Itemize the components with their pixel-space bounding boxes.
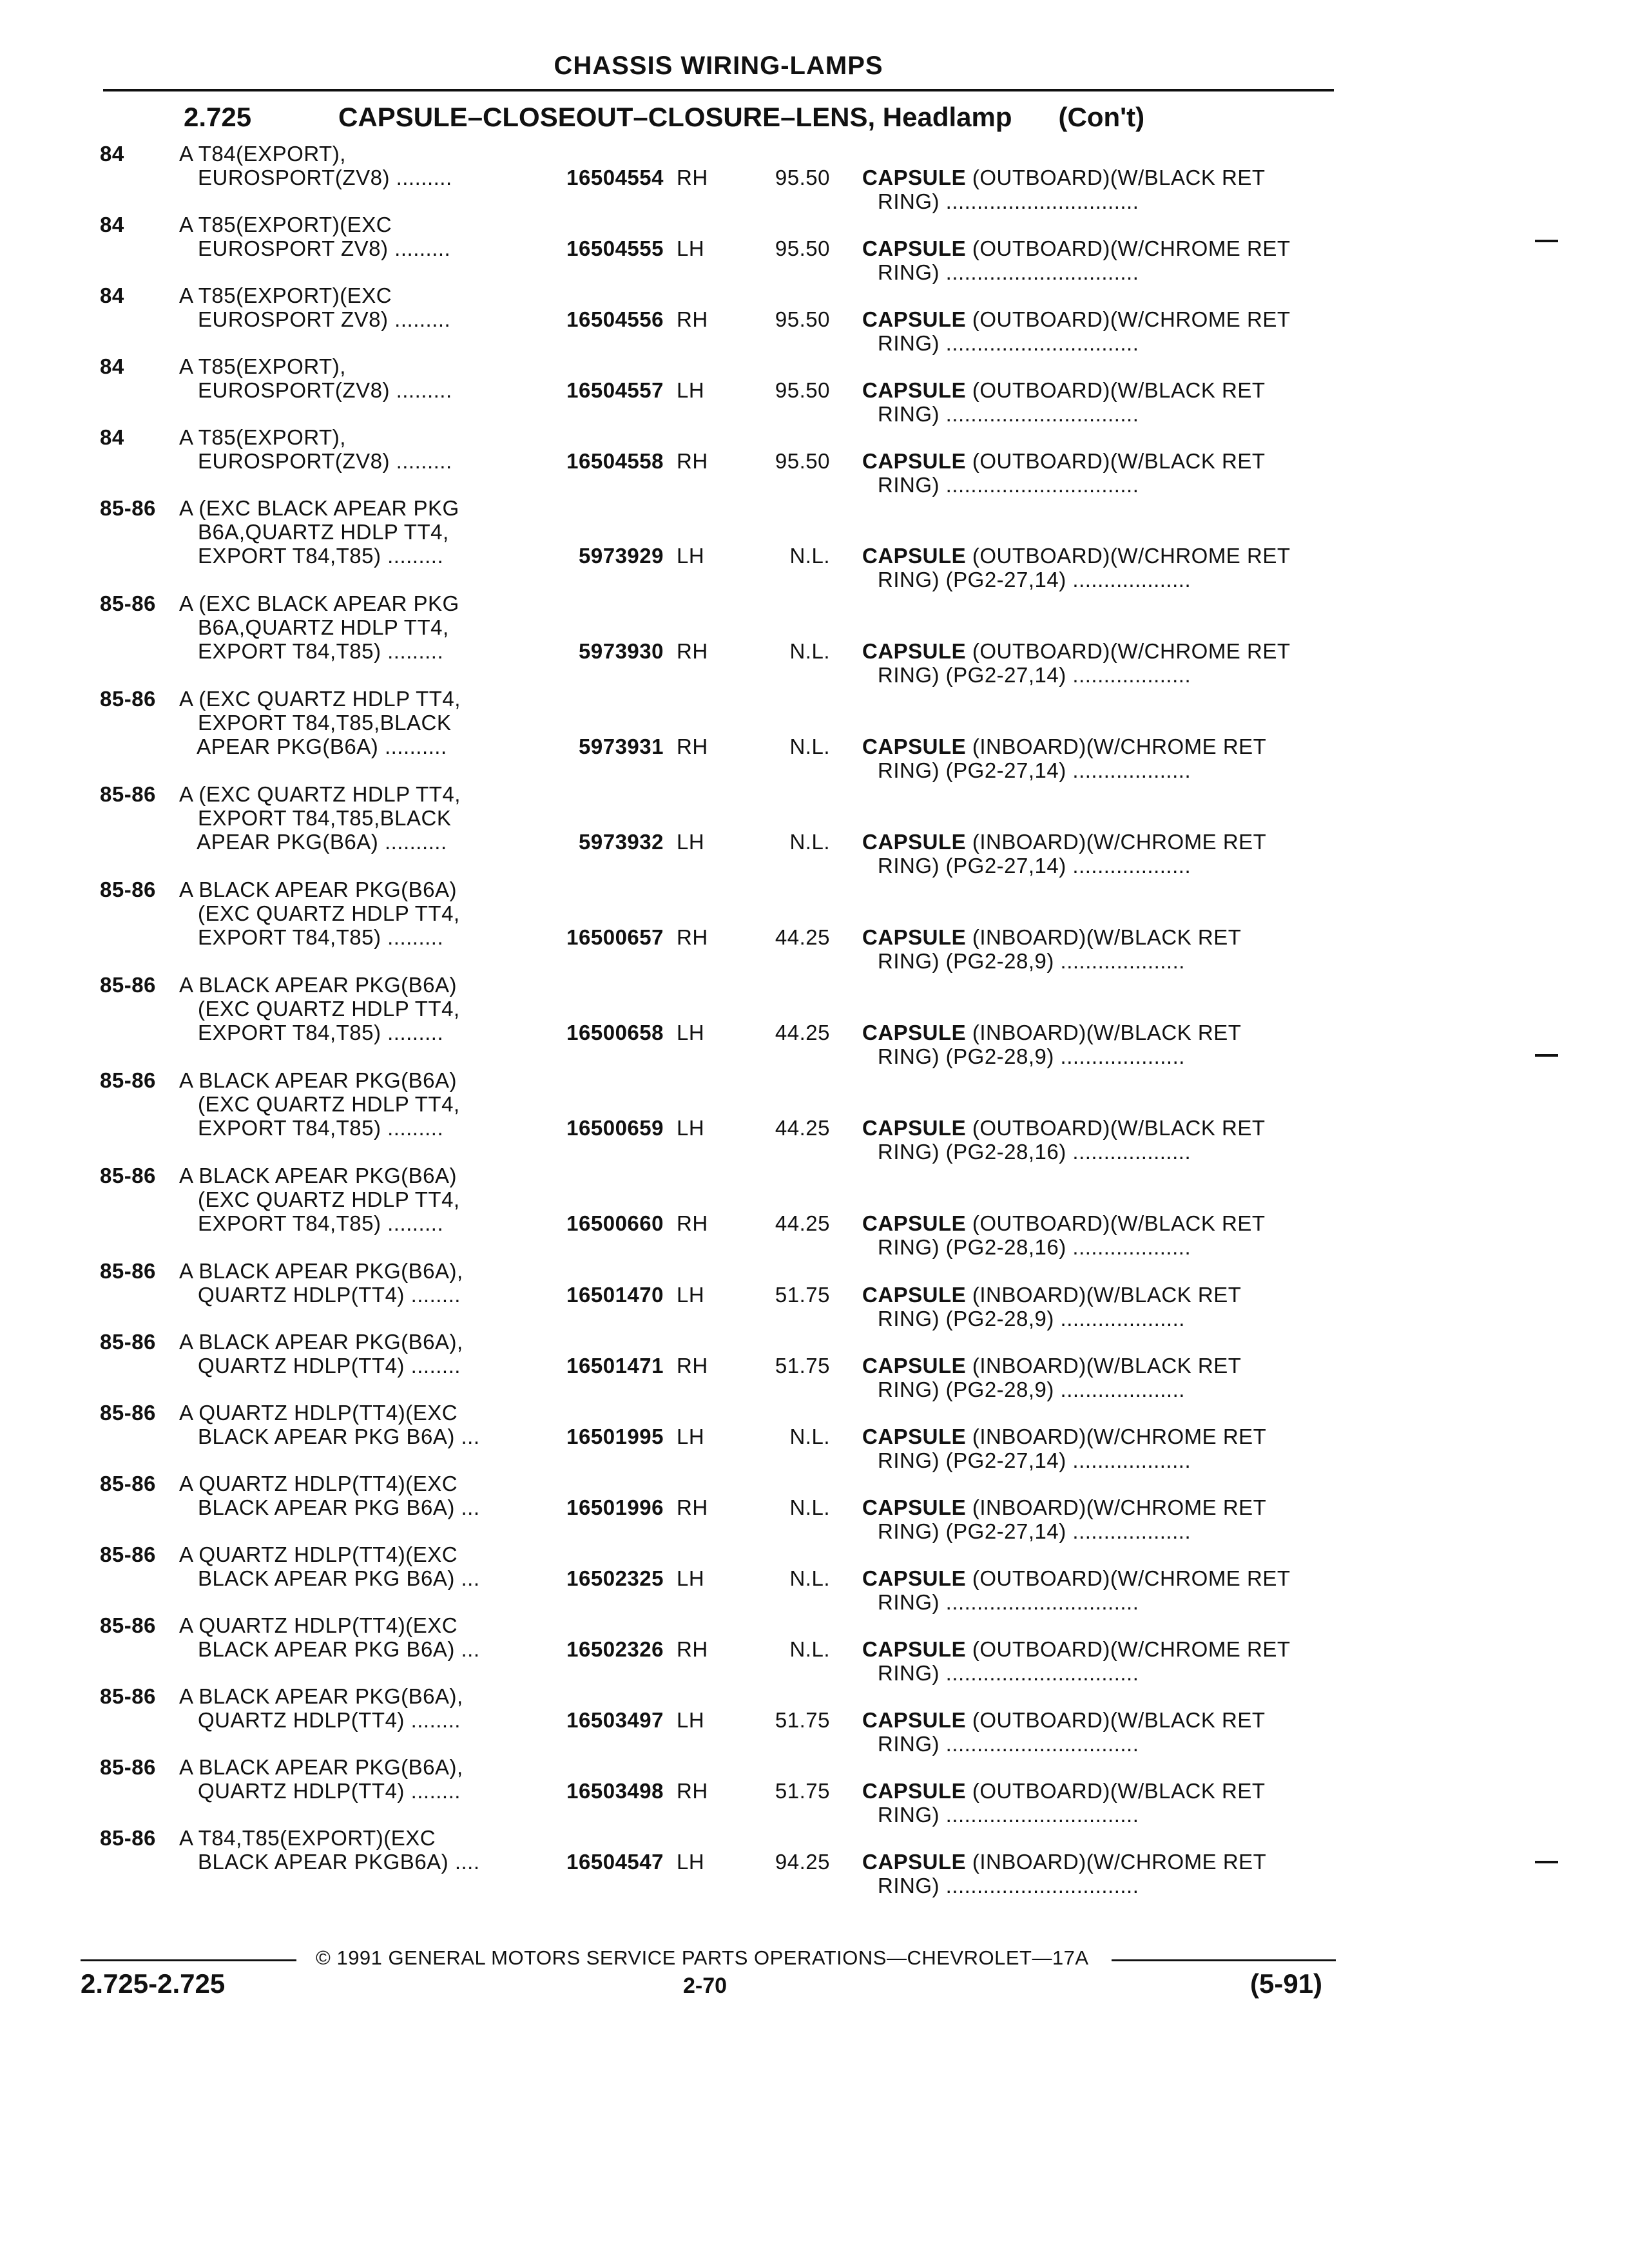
description bbox=[862, 830, 1266, 854]
description-keyword: CAPSULE bbox=[862, 236, 967, 260]
application bbox=[179, 782, 461, 854]
application-line: EUROSPORT ZV8) ......... bbox=[179, 307, 451, 331]
application-line: B6A,QUARTZ HDLP TT4, bbox=[179, 520, 449, 544]
side-code: RH bbox=[677, 639, 708, 663]
description bbox=[862, 1283, 1241, 1307]
application-line: QUARTZ HDLP(TT4) ........ bbox=[179, 1708, 461, 1732]
model-year: 85-86 bbox=[100, 1755, 156, 1779]
application-line: A T85(EXPORT)(EXC bbox=[179, 213, 392, 236]
section-number: 2.725 bbox=[184, 102, 252, 132]
part-number: 16500659 bbox=[566, 1116, 664, 1140]
parts-entry bbox=[0, 1542, 1629, 1613]
description bbox=[862, 735, 1266, 758]
parts-entry bbox=[0, 354, 1629, 425]
application-line: A (EXC QUARTZ HDLP TT4, bbox=[179, 687, 461, 711]
application-line: A (EXC BLACK APEAR PKG bbox=[179, 496, 459, 520]
description bbox=[862, 1021, 1241, 1044]
description-keyword: CAPSULE bbox=[862, 1211, 967, 1235]
parts-entry bbox=[0, 1259, 1629, 1330]
model-year: 84 bbox=[100, 354, 124, 378]
application-line: A T85(EXPORT), bbox=[179, 354, 346, 378]
application-line: A (EXC BLACK APEAR PKG bbox=[179, 591, 459, 615]
description-detail: (INBOARD)(W/BLACK RET bbox=[966, 1354, 1242, 1378]
description-detail: (INBOARD)(W/CHROME RET bbox=[966, 830, 1267, 854]
description bbox=[862, 1425, 1266, 1448]
application-line: EXPORT T84,T85,BLACK bbox=[179, 806, 452, 830]
side-code: LH bbox=[677, 1850, 705, 1874]
side-code: LH bbox=[677, 1566, 705, 1590]
description bbox=[862, 544, 1290, 568]
part-number: 16504558 bbox=[566, 449, 664, 473]
description-detail: (OUTBOARD)(W/CHROME RET bbox=[966, 1637, 1291, 1661]
application-line: A BLACK APEAR PKG(B6A) bbox=[179, 1164, 458, 1187]
price: N.L. bbox=[789, 1566, 830, 1590]
parts-entry bbox=[0, 591, 1629, 687]
price: N.L. bbox=[789, 735, 830, 758]
parts-entry bbox=[0, 213, 1629, 284]
application-line: A BLACK APEAR PKG(B6A) bbox=[179, 1068, 458, 1092]
application-line: A QUARTZ HDLP(TT4)(EXC bbox=[179, 1613, 458, 1637]
application bbox=[179, 496, 459, 568]
description-detail: (INBOARD)(W/CHROME RET bbox=[966, 1850, 1267, 1874]
description-detail: (OUTBOARD)(W/CHROME RET bbox=[966, 307, 1291, 331]
application-line: A (EXC QUARTZ HDLP TT4, bbox=[179, 782, 461, 806]
application-line: EUROSPORT ZV8) ......... bbox=[179, 236, 451, 260]
description bbox=[862, 1566, 1290, 1590]
model-year: 84 bbox=[100, 284, 124, 307]
application-line: A BLACK APEAR PKG(B6A), bbox=[179, 1755, 463, 1779]
description-continuation: RING) ............................... bbox=[878, 473, 1139, 497]
model-year: 85-86 bbox=[100, 1472, 156, 1495]
parts-entry bbox=[0, 1613, 1629, 1684]
description-keyword: CAPSULE bbox=[862, 1116, 967, 1140]
description-detail: (OUTBOARD)(W/BLACK RET bbox=[966, 1116, 1266, 1140]
description-keyword: CAPSULE bbox=[862, 1566, 967, 1590]
price: 95.50 bbox=[775, 307, 830, 331]
description-keyword: CAPSULE bbox=[862, 1495, 967, 1519]
application bbox=[179, 1401, 480, 1448]
parts-entry bbox=[0, 284, 1629, 354]
price: N.L. bbox=[789, 1637, 830, 1661]
model-year: 85-86 bbox=[100, 1164, 156, 1187]
side-code: LH bbox=[677, 1116, 705, 1140]
description-keyword: CAPSULE bbox=[862, 307, 967, 331]
application bbox=[179, 1755, 463, 1803]
description bbox=[862, 307, 1290, 331]
model-year: 84 bbox=[100, 142, 124, 166]
application bbox=[179, 1259, 463, 1307]
side-code: RH bbox=[677, 925, 708, 949]
price: 51.75 bbox=[775, 1708, 830, 1732]
price: 44.25 bbox=[775, 1116, 830, 1140]
description bbox=[862, 449, 1266, 473]
description-detail: (INBOARD)(W/BLACK RET bbox=[966, 1021, 1242, 1044]
side-code: RH bbox=[677, 1211, 708, 1235]
footer-date: (5-91) bbox=[1250, 1968, 1323, 1999]
model-year: 85-86 bbox=[100, 1613, 156, 1637]
description bbox=[862, 1495, 1266, 1519]
application-line: (EXC QUARTZ HDLP TT4, bbox=[179, 1187, 460, 1211]
application bbox=[179, 1330, 463, 1378]
description-detail: (OUTBOARD)(W/BLACK RET bbox=[966, 1779, 1266, 1803]
application-line: EXPORT T84,T85) ......... bbox=[179, 1021, 444, 1044]
model-year: 85-86 bbox=[100, 1542, 156, 1566]
footer-page-number: 2-70 bbox=[683, 1974, 728, 1998]
part-number: 16501471 bbox=[566, 1354, 664, 1378]
part-number: 16504555 bbox=[566, 236, 664, 260]
application bbox=[179, 142, 452, 189]
footer-rule bbox=[1112, 1959, 1336, 1961]
application bbox=[179, 425, 452, 473]
description-keyword: CAPSULE bbox=[862, 639, 967, 663]
description-detail: (INBOARD)(W/CHROME RET bbox=[966, 1495, 1267, 1519]
description-continuation: RING) ............................... bbox=[878, 1803, 1139, 1827]
description-continuation: RING) (PG2-27,14) ................... bbox=[878, 758, 1191, 782]
description-keyword: CAPSULE bbox=[862, 1354, 967, 1378]
price: 94.25 bbox=[775, 1850, 830, 1874]
application bbox=[179, 878, 460, 949]
description-detail: (OUTBOARD)(W/CHROME RET bbox=[966, 639, 1291, 663]
model-year: 85-86 bbox=[100, 1401, 156, 1425]
side-code: RH bbox=[677, 1637, 708, 1661]
description bbox=[862, 1779, 1266, 1803]
description-continuation: RING) (PG2-28,9) .................... bbox=[878, 1044, 1185, 1068]
parts-entry bbox=[0, 878, 1629, 973]
description bbox=[862, 1354, 1241, 1378]
description-continuation: RING) (PG2-28,9) .................... bbox=[878, 1378, 1185, 1401]
price: 51.75 bbox=[775, 1354, 830, 1378]
parts-entry bbox=[0, 1164, 1629, 1259]
application-line: APEAR PKG(B6A) .......... bbox=[179, 830, 447, 854]
description-keyword: CAPSULE bbox=[862, 735, 967, 758]
description-detail: (INBOARD)(W/BLACK RET bbox=[966, 1283, 1242, 1307]
margin-mark bbox=[1535, 240, 1558, 242]
application-line: A BLACK APEAR PKG(B6A) bbox=[179, 973, 458, 997]
description-continuation: RING) ............................... bbox=[878, 331, 1139, 355]
part-number: 16503498 bbox=[566, 1779, 664, 1803]
application-line: QUARTZ HDLP(TT4) ........ bbox=[179, 1779, 461, 1803]
price: 51.75 bbox=[775, 1283, 830, 1307]
application-line: APEAR PKG(B6A) .......... bbox=[179, 735, 447, 758]
application bbox=[179, 284, 450, 331]
description-keyword: CAPSULE bbox=[862, 830, 967, 854]
description bbox=[862, 639, 1290, 663]
description-keyword: CAPSULE bbox=[862, 1283, 967, 1307]
model-year: 85-86 bbox=[100, 1259, 156, 1283]
application bbox=[179, 213, 450, 260]
price: 95.50 bbox=[775, 449, 830, 473]
description-keyword: CAPSULE bbox=[862, 1779, 967, 1803]
parts-entry bbox=[0, 142, 1629, 213]
part-number: 16504554 bbox=[566, 166, 664, 189]
margin-mark bbox=[1535, 1054, 1558, 1057]
price: N.L. bbox=[789, 830, 830, 854]
parts-entry bbox=[0, 782, 1629, 878]
description-detail: (INBOARD)(W/CHROME RET bbox=[966, 735, 1267, 758]
model-year: 85-86 bbox=[100, 973, 156, 997]
description-continuation: RING) (PG2-28,16) ................... bbox=[878, 1235, 1191, 1259]
application-line: QUARTZ HDLP(TT4) ........ bbox=[179, 1283, 461, 1307]
part-number: 16501995 bbox=[566, 1425, 664, 1448]
margin-mark bbox=[1535, 1861, 1558, 1863]
description-continuation: RING) (PG2-28,9) .................... bbox=[878, 1307, 1185, 1331]
description-continuation: RING) (PG2-27,14) ................... bbox=[878, 568, 1191, 591]
application-line: A QUARTZ HDLP(TT4)(EXC bbox=[179, 1542, 458, 1566]
application-line: EXPORT T84,T85) ......... bbox=[179, 544, 444, 568]
description-continuation: RING) ............................... bbox=[878, 1590, 1139, 1614]
side-code: LH bbox=[677, 1021, 705, 1044]
description-detail: (OUTBOARD)(W/CHROME RET bbox=[966, 236, 1291, 260]
application bbox=[179, 1826, 480, 1874]
footer-rule bbox=[81, 1959, 296, 1961]
description bbox=[862, 1116, 1266, 1140]
description bbox=[862, 1211, 1266, 1235]
side-code: RH bbox=[677, 1779, 708, 1803]
application-line: EUROSPORT(ZV8) ......... bbox=[179, 166, 452, 189]
parts-entry bbox=[0, 1472, 1629, 1542]
model-year: 85-86 bbox=[100, 687, 156, 711]
description-detail: (OUTBOARD)(W/BLACK RET bbox=[966, 1211, 1266, 1235]
description bbox=[862, 1708, 1266, 1732]
section-title: CAPSULE–CLOSEOUT–CLOSURE–LENS, Headlamp bbox=[338, 102, 1012, 132]
part-number: 16503497 bbox=[566, 1708, 664, 1732]
application-line: EXPORT T84,T85) ......... bbox=[179, 639, 444, 663]
description-continuation: RING) (PG2-27,14) ................... bbox=[878, 663, 1191, 687]
application-line: EUROSPORT(ZV8) ......... bbox=[179, 378, 452, 402]
price: 51.75 bbox=[775, 1779, 830, 1803]
application-line: A BLACK APEAR PKG(B6A), bbox=[179, 1330, 463, 1354]
part-number: 16501470 bbox=[566, 1283, 664, 1307]
description-keyword: CAPSULE bbox=[862, 1850, 967, 1874]
model-year: 84 bbox=[100, 213, 124, 236]
application-line: B6A,QUARTZ HDLP TT4, bbox=[179, 615, 449, 639]
parts-entry bbox=[0, 1068, 1629, 1164]
description-keyword: CAPSULE bbox=[862, 1708, 967, 1732]
side-code: LH bbox=[677, 544, 705, 568]
model-year: 84 bbox=[100, 425, 124, 449]
part-number: 16500657 bbox=[566, 925, 664, 949]
part-number: 16501996 bbox=[566, 1495, 664, 1519]
description-continuation: RING) (PG2-27,14) ................... bbox=[878, 854, 1191, 878]
model-year: 85-86 bbox=[100, 591, 156, 615]
price: 95.50 bbox=[775, 166, 830, 189]
application-line: EXPORT T84,T85,BLACK bbox=[179, 711, 452, 735]
header-rule bbox=[103, 89, 1334, 91]
description-continuation: RING) (PG2-28,16) ................... bbox=[878, 1140, 1191, 1164]
description-keyword: CAPSULE bbox=[862, 1637, 967, 1661]
application-line: (EXC QUARTZ HDLP TT4, bbox=[179, 1092, 460, 1116]
side-code: RH bbox=[677, 449, 708, 473]
application-line: A QUARTZ HDLP(TT4)(EXC bbox=[179, 1472, 458, 1495]
price: 44.25 bbox=[775, 1211, 830, 1235]
price: 44.25 bbox=[775, 925, 830, 949]
description-detail: (OUTBOARD)(W/BLACK RET bbox=[966, 449, 1266, 473]
model-year: 85-86 bbox=[100, 1330, 156, 1354]
section-heading bbox=[184, 102, 1344, 138]
part-number: 16504556 bbox=[566, 307, 664, 331]
part-number: 5973932 bbox=[579, 830, 664, 854]
model-year: 85-86 bbox=[100, 496, 156, 520]
application-line: A QUARTZ HDLP(TT4)(EXC bbox=[179, 1401, 458, 1425]
parts-entry bbox=[0, 973, 1629, 1068]
parts-list bbox=[0, 142, 1629, 1897]
parts-entry bbox=[0, 496, 1629, 591]
application-line: BLACK APEAR PKG B6A) ... bbox=[179, 1637, 480, 1661]
application-line: A BLACK APEAR PKG(B6A) bbox=[179, 878, 458, 901]
application-line: A T85(EXPORT), bbox=[179, 425, 346, 449]
price: 95.50 bbox=[775, 378, 830, 402]
page-header: CHASSIS WIRING-LAMPS bbox=[554, 52, 883, 80]
part-number: 5973930 bbox=[579, 639, 664, 663]
part-number: 16504547 bbox=[566, 1850, 664, 1874]
price: N.L. bbox=[789, 544, 830, 568]
side-code: RH bbox=[677, 307, 708, 331]
side-code: LH bbox=[677, 1283, 705, 1307]
side-code: LH bbox=[677, 1708, 705, 1732]
application-line: A BLACK APEAR PKG(B6A), bbox=[179, 1259, 463, 1283]
part-number: 16500658 bbox=[566, 1021, 664, 1044]
model-year: 85-86 bbox=[100, 782, 156, 806]
description bbox=[862, 166, 1266, 189]
description-keyword: CAPSULE bbox=[862, 544, 967, 568]
application bbox=[179, 1068, 460, 1140]
description-continuation: RING) ............................... bbox=[878, 1661, 1139, 1685]
application-line: EXPORT T84,T85) ......... bbox=[179, 1211, 444, 1235]
application-line: BLACK APEAR PKG B6A) ... bbox=[179, 1495, 480, 1519]
application-line: A T85(EXPORT)(EXC bbox=[179, 284, 392, 307]
description-continuation: RING) (PG2-27,14) ................... bbox=[878, 1448, 1191, 1472]
application-line: A T84(EXPORT), bbox=[179, 142, 346, 166]
description-keyword: CAPSULE bbox=[862, 1021, 967, 1044]
description-keyword: CAPSULE bbox=[862, 925, 967, 949]
price: 95.50 bbox=[775, 236, 830, 260]
description-continuation: RING) ............................... bbox=[878, 1874, 1139, 1898]
application-line: QUARTZ HDLP(TT4) ........ bbox=[179, 1354, 461, 1378]
description bbox=[862, 1637, 1290, 1661]
description bbox=[862, 378, 1266, 402]
description-keyword: CAPSULE bbox=[862, 449, 967, 473]
description-keyword: CAPSULE bbox=[862, 166, 967, 189]
application bbox=[179, 354, 452, 402]
price: N.L. bbox=[789, 1425, 830, 1448]
description-detail: (OUTBOARD)(W/BLACK RET bbox=[966, 1708, 1266, 1732]
parts-entry bbox=[0, 1826, 1629, 1897]
side-code: RH bbox=[677, 1354, 708, 1378]
application bbox=[179, 1684, 463, 1732]
application bbox=[179, 1542, 480, 1590]
description-continuation: RING) (PG2-27,14) ................... bbox=[878, 1519, 1191, 1543]
application-line: BLACK APEAR PKG B6A) ... bbox=[179, 1425, 480, 1448]
side-code: RH bbox=[677, 1495, 708, 1519]
part-number: 5973929 bbox=[579, 544, 664, 568]
part-number: 16500660 bbox=[566, 1211, 664, 1235]
application-line: (EXC QUARTZ HDLP TT4, bbox=[179, 997, 460, 1021]
application-line: EXPORT T84,T85) ......... bbox=[179, 1116, 444, 1140]
model-year: 85-86 bbox=[100, 1684, 156, 1708]
parts-entry bbox=[0, 687, 1629, 782]
price: N.L. bbox=[789, 1495, 830, 1519]
description-keyword: CAPSULE bbox=[862, 378, 967, 402]
application bbox=[179, 591, 459, 663]
parts-entry bbox=[0, 425, 1629, 496]
part-number: 5973931 bbox=[579, 735, 664, 758]
description-continuation: RING) ............................... bbox=[878, 402, 1139, 426]
side-code: LH bbox=[677, 378, 705, 402]
application-line: EUROSPORT(ZV8) ......... bbox=[179, 449, 452, 473]
description-continuation: RING) ............................... bbox=[878, 189, 1139, 213]
application bbox=[179, 1472, 480, 1519]
description-detail: (OUTBOARD)(W/CHROME RET bbox=[966, 1566, 1291, 1590]
description-continuation: RING) ............................... bbox=[878, 260, 1139, 284]
application bbox=[179, 973, 460, 1044]
part-number: 16502326 bbox=[566, 1637, 664, 1661]
footer-copyright: © 1991 GENERAL MOTORS SERVICE PARTS OPERATIONS—CHEVROLET—17A bbox=[316, 1946, 1089, 1969]
part-number: 16502325 bbox=[566, 1566, 664, 1590]
parts-entry bbox=[0, 1755, 1629, 1826]
price: 44.25 bbox=[775, 1021, 830, 1044]
application-line: A BLACK APEAR PKG(B6A), bbox=[179, 1684, 463, 1708]
application-line: (EXC QUARTZ HDLP TT4, bbox=[179, 901, 460, 925]
application-line: A T84,T85(EXPORT)(EXC bbox=[179, 1826, 436, 1850]
price: N.L. bbox=[789, 639, 830, 663]
side-code: LH bbox=[677, 1425, 705, 1448]
application-line: EXPORT T84,T85) ......... bbox=[179, 925, 444, 949]
parts-entry bbox=[0, 1684, 1629, 1755]
application bbox=[179, 1164, 460, 1235]
description-detail: (INBOARD)(W/CHROME RET bbox=[966, 1425, 1267, 1448]
side-code: RH bbox=[677, 735, 708, 758]
model-year: 85-86 bbox=[100, 1826, 156, 1850]
description-continuation: RING) (PG2-28,9) .................... bbox=[878, 949, 1185, 973]
description-detail: (INBOARD)(W/BLACK RET bbox=[966, 925, 1242, 949]
description-detail: (OUTBOARD)(W/CHROME RET bbox=[966, 544, 1291, 568]
description-keyword: CAPSULE bbox=[862, 1425, 967, 1448]
description-continuation: RING) ............................... bbox=[878, 1732, 1139, 1756]
side-code: LH bbox=[677, 830, 705, 854]
application bbox=[179, 1613, 480, 1661]
description-detail: (OUTBOARD)(W/BLACK RET bbox=[966, 166, 1266, 189]
side-code: LH bbox=[677, 236, 705, 260]
part-number: 16504557 bbox=[566, 378, 664, 402]
parts-entry bbox=[0, 1330, 1629, 1401]
side-code: RH bbox=[677, 166, 708, 189]
description bbox=[862, 925, 1241, 949]
application bbox=[179, 687, 461, 758]
application-line: BLACK APEAR PKG B6A) ... bbox=[179, 1566, 480, 1590]
description bbox=[862, 1850, 1266, 1874]
section-continued: (Con't) bbox=[1058, 102, 1145, 132]
parts-entry bbox=[0, 1401, 1629, 1472]
description-detail: (OUTBOARD)(W/BLACK RET bbox=[966, 378, 1266, 402]
application-line: BLACK APEAR PKGB6A) .... bbox=[179, 1850, 480, 1874]
footer-section-range: 2.725-2.725 bbox=[81, 1968, 226, 1999]
description bbox=[862, 236, 1290, 260]
model-year: 85-86 bbox=[100, 1068, 156, 1092]
model-year: 85-86 bbox=[100, 878, 156, 901]
